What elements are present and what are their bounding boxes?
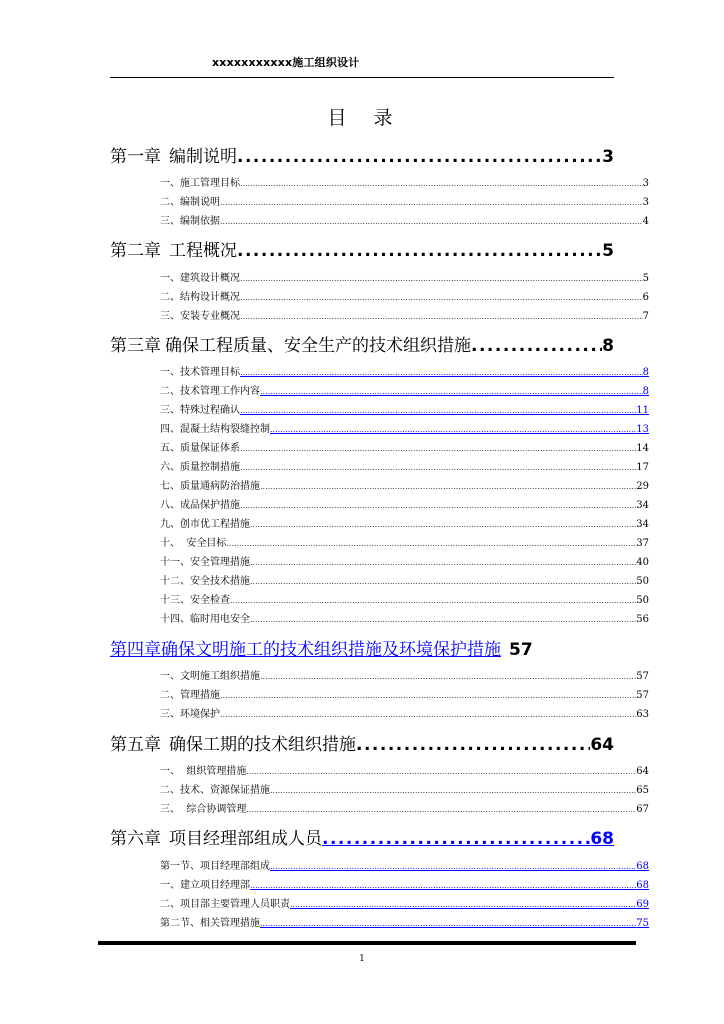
toc-item-text: 二、技术、资源保证措施 [160, 785, 270, 796]
toc-item[interactable] [160, 762, 649, 777]
toc-item-text: 三、环境保护 [160, 709, 220, 720]
toc-item-page: 64 [636, 766, 649, 777]
dot-leader [250, 881, 636, 890]
toc-item-text: 三、特殊过程确认 [160, 405, 240, 416]
dot-leader [240, 293, 643, 302]
toc-item-text: 十、 安全目标 [160, 538, 227, 549]
toc-item-text: 一、建立项目经理部 [160, 880, 250, 891]
dot-leader [240, 179, 643, 188]
toc-item[interactable] [160, 174, 649, 189]
dot-leader [240, 312, 643, 321]
toc-item-text: 二、项目部主要管理人员职责 [160, 899, 290, 910]
chapter-page: 57 [509, 640, 533, 660]
toc-chapter-2[interactable] [110, 236, 614, 261]
toc-item-text: 一、建筑设计概况 [160, 273, 240, 284]
dot-leader [240, 368, 643, 377]
chapter-number: 第五章 [110, 735, 161, 755]
dot-leader [270, 425, 636, 434]
toc-item-text: 二、结构设计概况 [160, 292, 240, 303]
toc-item-text: 七、质量通病防治措施 [160, 481, 260, 492]
toc-item-page: 50 [636, 576, 649, 587]
toc-item[interactable] [160, 477, 649, 492]
chapter-number: 第六章 [110, 829, 161, 849]
toc-chapter-5[interactable] [110, 730, 614, 755]
toc-item[interactable] [160, 876, 649, 891]
toc-item[interactable] [160, 591, 649, 606]
toc-item-text: 四、混凝土结构裂缝控制 [160, 424, 270, 435]
dot-leader [220, 691, 636, 700]
dot-leader [250, 520, 636, 529]
dot-leader [220, 710, 636, 719]
toc-item-text: 二、技术管理工作内容 [160, 386, 260, 397]
toc-item-page: 11 [636, 405, 649, 416]
dot-leader [260, 482, 636, 491]
toc-item-page: 67 [636, 804, 649, 815]
dot-leader [220, 198, 643, 207]
chapter-title: 确保工期的技术组织措施 [169, 735, 356, 755]
toc-item[interactable] [160, 458, 649, 473]
toc-item[interactable] [160, 401, 649, 416]
page-header-title: xxxxxxxxxxx施工组织设计 [212, 56, 360, 69]
toc-item-text: 第一节、项目经理部组成 [160, 861, 270, 872]
toc-item-text: 九、创市优工程措施 [160, 519, 250, 530]
dot-leader [260, 919, 636, 928]
toc-item-text: 一、文明施工组织措施 [160, 671, 260, 682]
dot-leader [237, 241, 602, 261]
toc-item-text: 十三、安全检查 [160, 595, 230, 606]
chapter-page: 8 [602, 336, 614, 356]
toc-item-page: 3 [642, 197, 649, 208]
toc-item-page: 75 [636, 918, 649, 929]
toc-item[interactable] [160, 705, 649, 720]
toc-item[interactable] [160, 572, 649, 587]
header-divider [110, 77, 614, 78]
dot-leader [240, 501, 636, 510]
toc-item-text: 五、质量保证体系 [160, 443, 240, 454]
toc-chapter-3[interactable] [110, 331, 614, 356]
page-number: 1 [359, 954, 365, 964]
chapter-title: 项目经理部组成人员 [169, 829, 322, 849]
toc-item-text: 二、管理措施 [160, 690, 220, 701]
dot-leader [250, 615, 636, 624]
dot-leader [237, 147, 602, 167]
toc-item-page: 63 [636, 709, 649, 720]
dot-leader [471, 336, 602, 356]
dot-leader [240, 463, 636, 472]
toc-item[interactable] [160, 667, 649, 682]
toc-item-page: 68 [636, 880, 649, 891]
toc-item[interactable] [160, 212, 649, 227]
chapter-title: 编制说明 [169, 147, 237, 167]
toc-item[interactable] [160, 382, 649, 397]
dot-leader [270, 786, 636, 795]
chapter-page: 5 [602, 241, 614, 261]
toc-item-page: 8 [642, 386, 649, 397]
chapter-page: 64 [590, 735, 614, 755]
toc-item-page: 40 [636, 557, 649, 568]
toc-item-text: 三、安装专业概况 [160, 311, 240, 322]
dot-leader [240, 406, 636, 415]
toc-item-text: 三、 综合协调管理 [160, 804, 247, 815]
chapter-number: 第四章 [110, 640, 161, 660]
toc-item-page: 56 [636, 614, 649, 625]
toc-item-page: 3 [642, 178, 649, 189]
toc-item-page: 6 [642, 292, 649, 303]
toc-item[interactable] [160, 269, 649, 284]
toc-item-text: 一、 组织管理措施 [160, 766, 247, 777]
toc-item[interactable] [160, 439, 649, 454]
toc-item[interactable] [160, 686, 649, 701]
toc-item-page: 7 [642, 311, 649, 322]
dot-leader [356, 735, 590, 755]
dot-leader [220, 217, 643, 226]
toc-item[interactable] [160, 534, 649, 549]
toc-item-page: 13 [636, 424, 649, 435]
toc-item-page: 14 [636, 443, 649, 454]
dot-leader [290, 900, 636, 909]
dot-leader [250, 558, 636, 567]
chapter-title: 工程概况 [169, 241, 237, 261]
toc-chapter-1[interactable] [110, 142, 614, 167]
toc-item-page: 57 [636, 671, 649, 682]
toc-item-text: 六、质量控制措施 [160, 462, 240, 473]
dot-leader [322, 829, 590, 849]
toc-item[interactable] [160, 420, 649, 435]
toc-item-text: 十四、临时用电安全 [160, 614, 250, 625]
chapter-number: 第三章 [110, 336, 161, 356]
dot-leader [250, 577, 636, 586]
toc-item[interactable] [160, 288, 649, 303]
toc-item[interactable] [160, 553, 649, 568]
toc-item-page: 34 [636, 500, 649, 511]
chapter-page: 68 [590, 829, 614, 849]
toc-item-text: 十二、安全技术措施 [160, 576, 250, 587]
toc-item-page: 4 [642, 216, 649, 227]
toc-item[interactable] [160, 193, 649, 208]
toc-item-text: 一、施工管理目标 [160, 178, 240, 189]
toc-item[interactable] [160, 307, 649, 322]
toc-item-page: 29 [636, 481, 649, 492]
footer-divider [98, 941, 636, 945]
dot-leader [270, 862, 636, 871]
toc-item-text: 第二节、相关管理措施 [160, 918, 260, 929]
toc-item[interactable] [160, 363, 649, 378]
toc-item-page: 8 [642, 367, 649, 378]
toc-item-text: 一、技术管理目标 [160, 367, 240, 378]
toc-title: 目 录 [327, 107, 397, 129]
toc-item-text: 八、成品保护措施 [160, 500, 240, 511]
dot-leader [230, 596, 636, 605]
toc-chapter-6[interactable] [110, 824, 614, 849]
dot-leader [260, 387, 643, 396]
toc-item[interactable] [160, 515, 649, 530]
toc-item[interactable] [160, 496, 649, 511]
chapter-title: 确保文明施工的技术组织措施及环境保护措施 [161, 640, 501, 660]
dot-leader [226, 539, 636, 548]
chapter-title: 确保工程质量、安全生产的技术组织措施 [165, 336, 471, 356]
toc-item[interactable] [160, 914, 649, 929]
toc-item-page: 5 [642, 273, 649, 284]
toc-item-page: 17 [636, 462, 649, 473]
toc-item-page: 37 [636, 538, 649, 549]
toc-item[interactable] [160, 857, 649, 872]
toc-item[interactable] [160, 895, 649, 910]
dot-leader [260, 672, 636, 681]
chapter-number: 第二章 [110, 241, 161, 261]
toc-item-text: 十一、安全管理措施 [160, 557, 250, 568]
chapter-number: 第一章 [110, 147, 161, 167]
dot-leader [240, 274, 643, 283]
toc-item-page: 69 [636, 899, 649, 910]
dot-leader [246, 805, 636, 814]
chapter-page: 3 [602, 147, 614, 167]
toc-chapter-4[interactable] [110, 635, 630, 660]
toc-item[interactable] [160, 610, 649, 625]
toc-item-page: 57 [636, 690, 649, 701]
toc-item-page: 65 [636, 785, 649, 796]
toc-item-page: 50 [636, 595, 649, 606]
toc-item-text: 三、编制依据 [160, 216, 220, 227]
dot-leader [246, 767, 636, 776]
toc-item[interactable] [160, 781, 649, 796]
toc-item[interactable] [160, 800, 649, 815]
toc-item-page: 68 [636, 861, 649, 872]
dot-leader [240, 444, 636, 453]
toc-item-text: 二、编制说明 [160, 197, 220, 208]
toc-item-page: 34 [636, 519, 649, 530]
